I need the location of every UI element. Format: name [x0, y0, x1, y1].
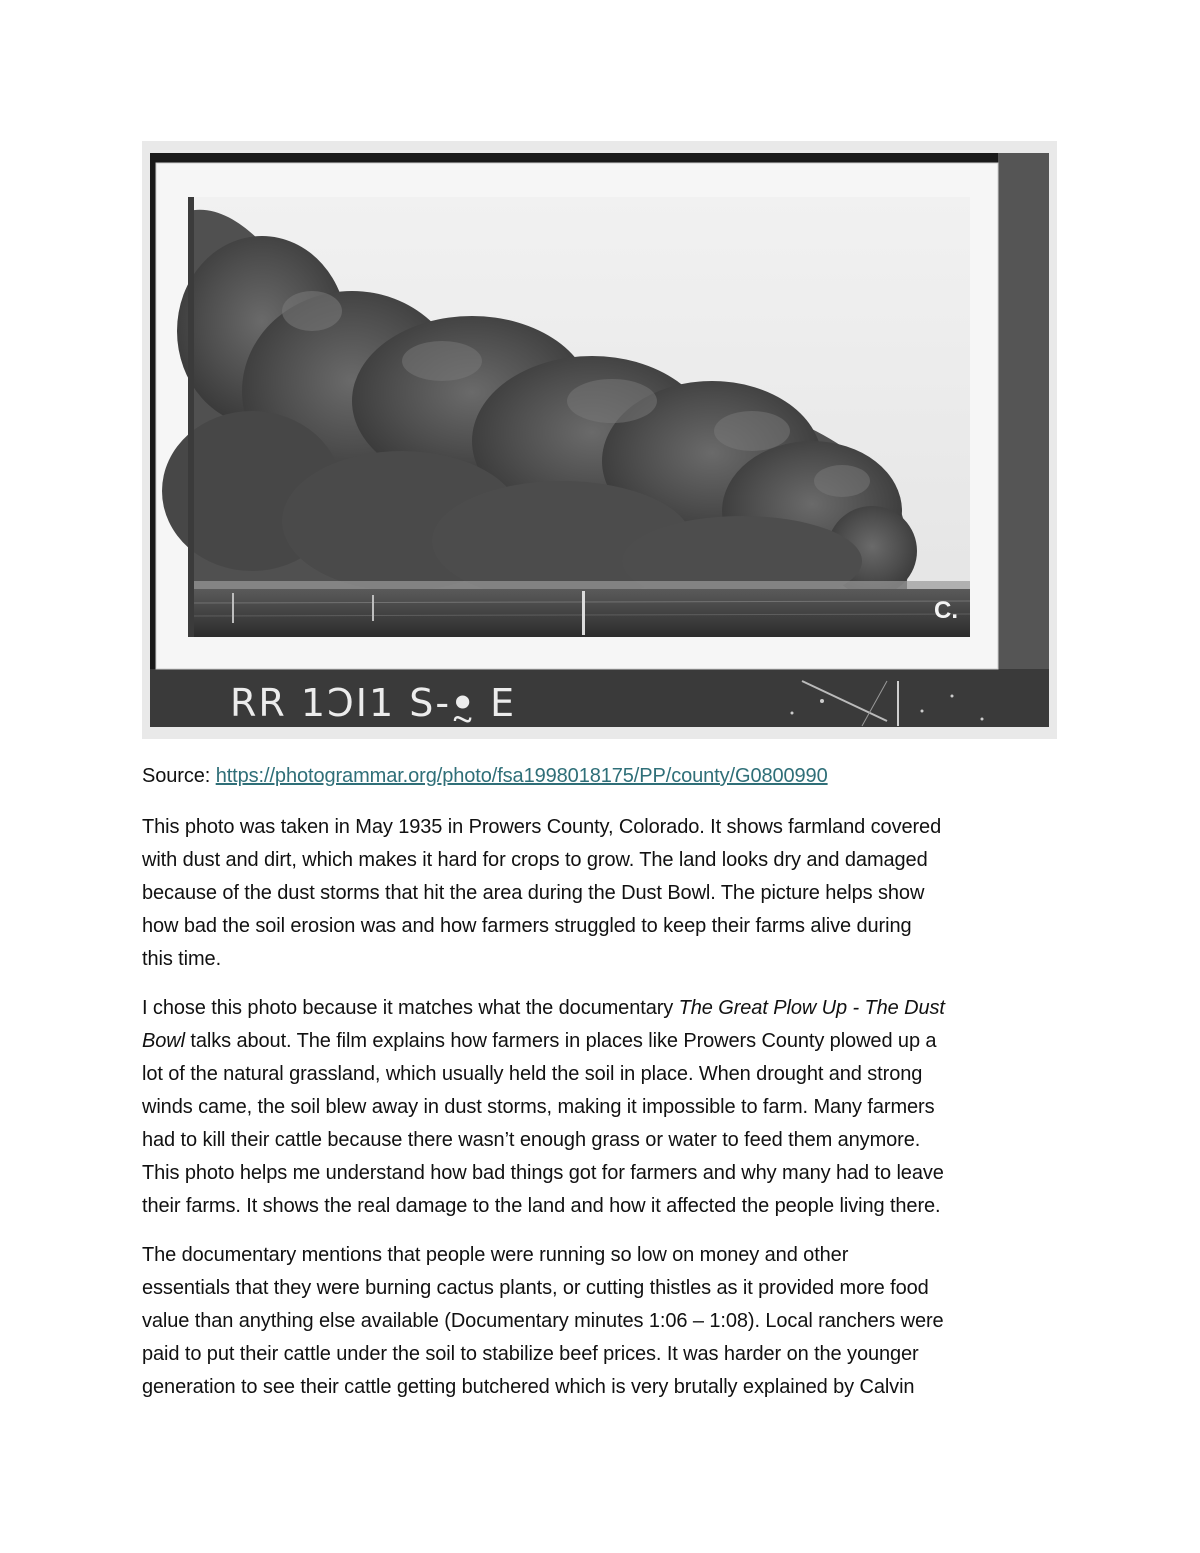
- paragraph-line: value than anything else available (Documentary minutes 1:06 – 1:08). Local ranchers were: [142, 1310, 944, 1332]
- paragraph-line: this time.: [142, 948, 222, 970]
- film-edge-marking: RR 1ϽI1 S-ꔸ E: [230, 681, 517, 725]
- paragraph-line: paid to put their cattle under the soil to stabilize beef prices. It was harder on the younger: [142, 1343, 919, 1365]
- documentary-title: Bowl: [142, 1030, 185, 1052]
- text-segment: I chose this photo because it matches what the documentary: [142, 997, 679, 1019]
- paragraph-photo-description: [142, 811, 1062, 976]
- paragraph-line: with dust and dirt, which makes it hard for crops to grow. The land looks dry and damaged: [142, 849, 928, 871]
- paragraph-line: winds came, the soil blew away in dust storms, making it impossible to farm. Many farmers: [142, 1096, 935, 1118]
- documentary-title: The Great Plow Up - The Dust: [678, 997, 945, 1019]
- paragraph-line: had to kill their cattle because there wasn’t enough grass or water to feed them anymore.: [142, 1129, 921, 1151]
- source-line: [142, 760, 1062, 793]
- paragraph-line: generation to see their cattle getting butchered which is very brutally explained by Calvin: [142, 1376, 915, 1398]
- corner-mark: C.: [934, 597, 958, 624]
- document-body: [142, 760, 1062, 1420]
- text-segment: talks about. The film explains how farmers in places like Prowers County plowed up a: [184, 1030, 937, 1052]
- photo-image: [142, 141, 1057, 739]
- paragraph-line: because of the dust storms that hit the area during the Dust Bowl. The picture helps show: [142, 882, 925, 904]
- paragraph-line: how bad the soil erosion was and how farmers struggled to keep their farms alive during: [142, 915, 912, 937]
- paragraph-line: their farms. It shows the real damage to the land and how it affected the people living there.: [142, 1195, 941, 1217]
- paragraph-line: This photo was taken in May 1935 in Prowers County, Colorado. It shows farmland covered: [142, 816, 942, 838]
- paragraph-line: lot of the natural grassland, which usually held the soil in place. When drought and strong: [142, 1063, 923, 1085]
- paragraph-line: [142, 1025, 1062, 1058]
- source-link[interactable]: https://photogrammar.org/photo/fsa1998018175/PP/county/G0800990: [215, 765, 828, 787]
- paragraph-line: The documentary mentions that people were running so low on money and other: [142, 1244, 849, 1266]
- paragraph-line: This photo helps me understand how bad things got for farmers and why many had to leave: [142, 1162, 944, 1184]
- paragraph-reason: [142, 992, 1062, 1223]
- paragraph-line: [142, 992, 1062, 1025]
- source-label: Source:: [142, 765, 216, 787]
- dust-storm-photograph: [142, 141, 1057, 739]
- paragraph-documentary-details: [142, 1239, 1062, 1404]
- paragraph-line: essentials that they were burning cactus plants, or cutting thistles as it provided more food: [142, 1277, 929, 1299]
